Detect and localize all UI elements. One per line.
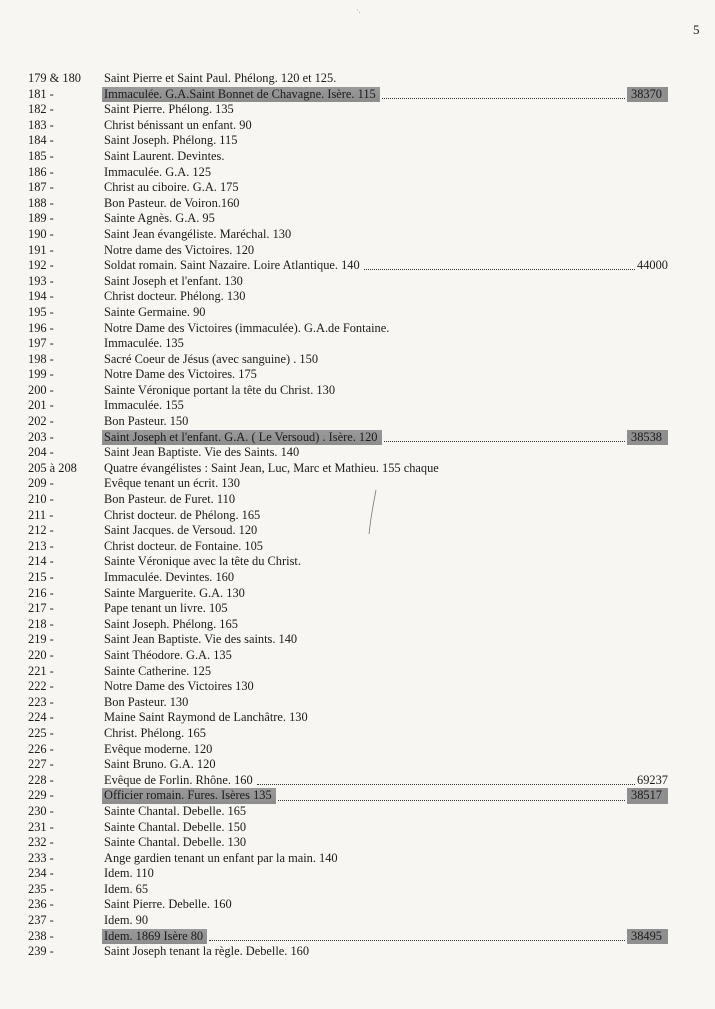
entry-number: 181 -: [28, 86, 54, 101]
catalogue-entry: [28, 664, 668, 680]
catalogue-entry: [28, 508, 668, 524]
entry-description-line: [104, 820, 668, 836]
entry-description: Notre Dame des Victoires. 175: [104, 367, 257, 382]
entry-number: 222 -: [28, 679, 54, 694]
entry-description-line: [104, 461, 668, 477]
catalogue-entry: [28, 804, 668, 820]
entry-description-line: [104, 445, 668, 461]
catalogue-entry: [28, 757, 668, 773]
catalogue-entries: [28, 71, 668, 960]
entry-number: 205 à 208: [28, 460, 77, 475]
catalogue-entry: [28, 554, 668, 570]
entry-description-line: [104, 196, 668, 212]
entry-number: 215 -: [28, 570, 54, 584]
entry-description-line: [104, 243, 668, 259]
catalogue-entry: [28, 336, 668, 352]
entry-number: 198 -: [28, 351, 54, 366]
entry-number: 232 -: [28, 835, 54, 850]
entry-number: 233 -: [28, 850, 54, 865]
entry-description-line: [104, 882, 668, 898]
entry-description-line: [104, 523, 668, 539]
highlighted-entry-text: Officier romain. Fures. Isères 135: [102, 788, 276, 804]
entry-description-line: [104, 71, 668, 87]
catalogue-entry: [28, 882, 668, 898]
entry-description-line: [104, 617, 668, 633]
entry-number: 225 -: [28, 725, 54, 740]
dot-leader: [257, 784, 635, 785]
entry-description: Bon Pasteur. de Furet. 110: [104, 492, 236, 507]
entry-description-line: [104, 601, 668, 617]
entry-number: 212 -: [28, 523, 54, 538]
entry-description: Saint Jean évangéliste. Maréchal. 130: [104, 226, 292, 241]
entry-number: 214 -: [28, 554, 54, 569]
catalogue-entry: [28, 87, 668, 103]
highlighted-entry-text: Idem. 1869 Isère 80: [102, 929, 207, 945]
catalogue-entry: [28, 773, 668, 789]
entry-number: 179 & 180: [28, 71, 82, 85]
catalogue-entry: [28, 414, 668, 430]
highlighted-entry-code: 38370: [627, 87, 668, 103]
entry-code: 44000: [637, 258, 668, 273]
entry-number: 220 -: [28, 647, 54, 662]
entry-description: Ange gardien tenant un enfant par la main. 140: [104, 850, 338, 865]
catalogue-entry: [28, 430, 668, 446]
entry-description-line: [104, 726, 668, 742]
catalogue-entry: [28, 820, 668, 836]
entry-description-line: [104, 851, 668, 867]
page-number: 5: [693, 22, 700, 37]
catalogue-entry: [28, 539, 668, 555]
entry-description: Christ docteur. de Fontaine. 105: [104, 538, 263, 553]
catalogue-entry: [28, 897, 668, 913]
entry-number: 183 -: [28, 117, 54, 132]
entry-description: Sainte Chantal. Debelle. 165: [104, 803, 247, 818]
entry-description: Idem. 110: [104, 866, 154, 881]
entry-number: 211 -: [28, 507, 54, 522]
catalogue-entry: [28, 788, 668, 804]
entry-number: 193 -: [28, 273, 54, 288]
catalogue-entry: [28, 679, 668, 695]
entry-number: 204 -: [28, 445, 54, 460]
catalogue-entry: [28, 648, 668, 664]
catalogue-entry: [28, 601, 668, 617]
entry-description-line: [104, 180, 668, 196]
entry-number: 201 -: [28, 398, 54, 413]
entry-description-line: [104, 632, 668, 648]
pen-stroke-mark: [364, 488, 380, 536]
entry-number: 239 -: [28, 944, 54, 959]
entry-description: Sainte Véronique avec la tête du Christ.: [104, 554, 301, 569]
entry-number: 223 -: [28, 694, 54, 709]
entry-description: Saint Joseph. Phélong. 115: [104, 133, 238, 148]
entry-description-line: [104, 398, 668, 414]
entry-description: Saint Pierre et Saint Paul. Phélong. 120 et 125.: [104, 71, 337, 85]
catalogue-entry: [28, 71, 668, 87]
entry-description-line: [104, 586, 668, 602]
entry-description: Christ. Phélong. 165: [104, 725, 206, 740]
entry-description: Saint Bruno. G.A. 120: [104, 757, 216, 772]
entry-description-line: [104, 757, 668, 773]
entry-number: 184 -: [28, 133, 54, 148]
entry-description-line: [104, 352, 668, 368]
entry-number: 195 -: [28, 304, 54, 319]
entry-description: Evêque moderne. 120: [104, 741, 213, 756]
catalogue-entry: [28, 243, 668, 259]
catalogue-entry: [28, 227, 668, 243]
entry-number: 237 -: [28, 913, 54, 928]
entry-description: Saint Jean Baptiste. Vie des saints. 140: [104, 632, 298, 647]
entry-number: 197 -: [28, 336, 54, 351]
entry-description: Bon Pasteur. 150: [104, 414, 189, 429]
entry-description: Christ docteur. Phélong. 130: [104, 289, 246, 304]
entry-description-line: [104, 149, 668, 165]
scan-smudge: ·.: [356, 6, 361, 15]
entry-description-line: [104, 227, 668, 243]
catalogue-entry: [28, 352, 668, 368]
entry-description-line: [104, 118, 668, 134]
entry-description: Christ au ciboire. G.A. 175: [104, 180, 239, 195]
entry-number: 218 -: [28, 616, 54, 631]
entry-number: 226 -: [28, 741, 54, 756]
entry-number: 216 -: [28, 585, 54, 600]
highlighted-entry-text: Saint Joseph et l'enfant. G.A. ( Le Versoud) . Isère. 120: [102, 430, 382, 446]
entry-number: 186 -: [28, 164, 54, 179]
catalogue-entry: [28, 367, 668, 383]
catalogue-entry: [28, 461, 668, 477]
entry-description: Saint Jacques. de Versoud. 120: [104, 523, 258, 538]
entry-description: Evêque de Forlin. Rhône. 160: [104, 772, 253, 787]
entry-number: 202 -: [28, 414, 54, 429]
entry-description: Saint Théodore. G.A. 135: [104, 647, 232, 662]
entry-description: Sainte Agnès. G.A. 95: [104, 211, 215, 226]
catalogue-entry: [28, 149, 668, 165]
entry-description-line: [104, 274, 668, 290]
entry-description: Pape tenant un livre. 105: [104, 601, 228, 616]
entry-number: 210 -: [28, 492, 54, 507]
catalogue-entry: [28, 913, 668, 929]
entry-description: Idem. 65: [104, 881, 149, 896]
entry-description: Sacré Coeur de Jésus (avec sanguine) . 150: [104, 351, 319, 366]
entry-number: 185 -: [28, 148, 54, 163]
dot-leader: [384, 441, 626, 442]
dot-leader: [278, 800, 625, 801]
catalogue-entry: [28, 586, 668, 602]
entry-number: 194 -: [28, 289, 54, 304]
entry-description-line: [104, 664, 668, 680]
catalogue-entry: [28, 476, 668, 492]
catalogue-entry: [28, 133, 668, 149]
entry-description: Notre dame des Victoires. 120: [104, 242, 255, 257]
entry-description-line: [104, 570, 668, 586]
catalogue-entry: [28, 726, 668, 742]
catalogue-entry: [28, 445, 668, 461]
catalogue-entry: [28, 321, 668, 337]
catalogue-entry: [28, 617, 668, 633]
catalogue-entry: [28, 851, 668, 867]
catalogue-entry: [28, 165, 668, 181]
entry-description-line: [104, 289, 668, 305]
entry-description-line: [104, 648, 668, 664]
entry-description-line: [104, 133, 668, 149]
entry-description: Bon Pasteur. de Voiron.160: [104, 195, 240, 210]
entry-description: Immaculée. G.A. 125: [104, 164, 212, 179]
entry-number: 231 -: [28, 819, 54, 834]
entry-description: Sainte Germaine. 90: [104, 304, 206, 319]
entry-number: 235 -: [28, 881, 54, 896]
catalogue-entry: [28, 944, 668, 960]
entry-description-line: [104, 258, 668, 274]
entry-description-line: [104, 430, 668, 446]
catalogue-entry: [28, 274, 668, 290]
highlighted-entry-code: 38538: [627, 430, 668, 446]
entry-number: 230 -: [28, 803, 54, 818]
entry-description-line: [104, 336, 668, 352]
entry-number: 200 -: [28, 382, 54, 397]
catalogue-entry: [28, 929, 668, 945]
catalogue-entry: [28, 305, 668, 321]
catalogue-entry: [28, 258, 668, 274]
entry-description-line: [104, 913, 668, 929]
dot-leader: [382, 98, 625, 99]
entry-number: 209 -: [28, 476, 54, 491]
entry-description-line: [104, 321, 668, 337]
entry-number: 238 -: [28, 928, 54, 943]
entry-number: 189 -: [28, 211, 54, 226]
entry-description: Saint Pierre. Phélong. 135: [104, 102, 234, 117]
entry-description: Saint Joseph tenant la règle. Debelle. 160: [104, 944, 310, 959]
entry-number: 203 -: [28, 429, 54, 444]
entry-number: 236 -: [28, 897, 54, 912]
entry-number: 196 -: [28, 320, 54, 335]
catalogue-entry: [28, 289, 668, 305]
entry-description: Saint Jean Baptiste. Vie des Saints. 140: [104, 445, 300, 460]
entry-description: Notre Dame des Victoires (immaculée). G.A.de Fontaine.: [104, 320, 390, 335]
entry-description-line: [104, 679, 668, 695]
entry-description-line: [104, 742, 668, 758]
entry-description: Christ docteur. de Phélong. 165: [104, 507, 261, 522]
catalogue-entry: [28, 398, 668, 414]
catalogue-entry: [28, 742, 668, 758]
catalogue-entry: [28, 118, 668, 134]
entry-description: Saint Joseph et l'enfant. 130: [104, 273, 243, 288]
catalogue-entry: [28, 710, 668, 726]
entry-description-line: [104, 508, 668, 524]
entry-number: 224 -: [28, 710, 54, 725]
entry-description-line: [104, 866, 668, 882]
entry-number: 229 -: [28, 788, 54, 803]
entry-number: 192 -: [28, 258, 54, 273]
catalogue-entry: [28, 835, 668, 851]
entry-description-line: [104, 305, 668, 321]
entry-description: Sainte Chantal. Debelle. 150: [104, 819, 247, 834]
entry-description-line: [104, 554, 668, 570]
catalogue-entry: [28, 570, 668, 586]
entry-description-line: [104, 476, 668, 492]
entry-description-line: [104, 804, 668, 820]
entry-description-line: [104, 695, 668, 711]
entry-description: Christ bénissant un enfant. 90: [104, 117, 252, 132]
highlighted-entry-code: 38495: [627, 929, 668, 945]
entry-description-line: [104, 944, 668, 960]
entry-description: Immaculée. 155: [104, 398, 184, 413]
entry-description: Bon Pasteur. 130: [104, 694, 189, 709]
entry-description-line: [104, 773, 668, 789]
entry-description: Sainte Chantal. Debelle. 130: [104, 835, 247, 850]
entry-number: 188 -: [28, 195, 54, 210]
entry-number: 199 -: [28, 367, 54, 382]
entry-number: 182 -: [28, 102, 54, 117]
entry-description-line: [104, 835, 668, 851]
entry-description: Evêque tenant un écrit. 130: [104, 476, 240, 491]
catalogue-entry: [28, 196, 668, 212]
dot-leader: [209, 940, 625, 941]
entry-description-line: [104, 539, 668, 555]
entry-description-line: [104, 929, 668, 945]
entry-number: 191 -: [28, 242, 54, 257]
entry-code: 69237: [637, 772, 668, 787]
entry-description: Notre Dame des Victoires 130: [104, 679, 254, 694]
entry-description: Maine Saint Raymond de Lanchâtre. 130: [104, 710, 308, 725]
entry-description: Saint Pierre. Debelle. 160: [104, 897, 232, 912]
catalogue-entry: [28, 211, 668, 227]
catalogue-entry: [28, 523, 668, 539]
entry-description-line: [104, 87, 668, 103]
entry-description: Immaculée. Devintes. 160: [104, 570, 235, 584]
entry-description-line: [104, 414, 668, 430]
catalogue-entry: [28, 492, 668, 508]
catalogue-entry: [28, 180, 668, 196]
catalogue-entry: [28, 695, 668, 711]
entry-description-line: [104, 102, 668, 118]
entry-description-line: [104, 165, 668, 181]
highlighted-entry-text: Immaculée. G.A.Saint Bonnet de Chavagne. Isère. 115: [102, 87, 380, 103]
entry-description: Immaculée. 135: [104, 336, 184, 351]
entry-description: Soldat romain. Saint Nazaire. Loire Atlantique. 140: [104, 258, 360, 273]
catalogue-entry: [28, 383, 668, 399]
entry-description: Idem. 90: [104, 913, 149, 928]
entry-description-line: [104, 710, 668, 726]
entry-description-line: [104, 211, 668, 227]
entry-number: 227 -: [28, 757, 54, 772]
entry-number: 187 -: [28, 180, 54, 195]
entry-description: Saint Laurent. Devintes.: [104, 148, 225, 163]
catalogue-entry: [28, 866, 668, 882]
entry-description: Sainte Catherine. 125: [104, 663, 212, 678]
entry-number: 221 -: [28, 663, 54, 678]
entry-number: 228 -: [28, 772, 54, 787]
entry-description-line: [104, 367, 668, 383]
entry-number: 213 -: [28, 538, 54, 553]
entry-description-line: [104, 383, 668, 399]
entry-number: 217 -: [28, 601, 54, 616]
entry-number: 234 -: [28, 866, 54, 881]
entry-description: Sainte Véronique portant la tête du Christ. 130: [104, 382, 336, 397]
entry-description: Saint Joseph. Phélong. 165: [104, 616, 238, 631]
highlighted-entry-code: 38517: [627, 788, 668, 804]
entry-description: Quatre évangélistes : Saint Jean, Luc, Marc et Mathieu. 155 chaque: [104, 460, 439, 475]
entry-description-line: [104, 897, 668, 913]
entry-number: 190 -: [28, 226, 54, 241]
entry-number: 219 -: [28, 632, 54, 647]
catalogue-entry: [28, 632, 668, 648]
dot-leader: [364, 269, 635, 270]
entry-description: Sainte Marguerite. G.A. 130: [104, 585, 245, 600]
entry-description-line: [104, 788, 668, 804]
entry-description-line: [104, 492, 668, 508]
catalogue-entry: [28, 102, 668, 118]
